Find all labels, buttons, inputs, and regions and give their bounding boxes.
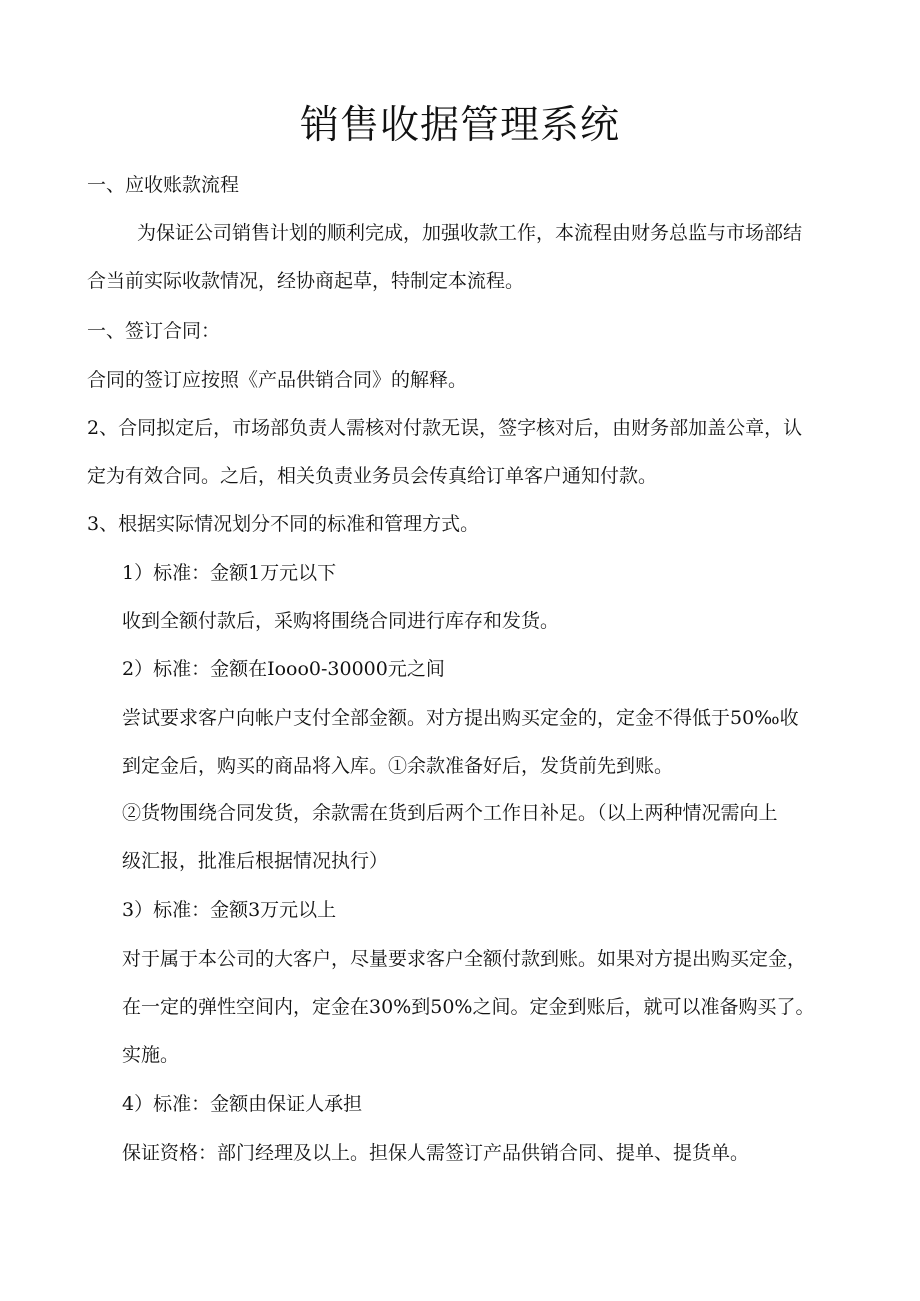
standard-3-text-line-1: 对于属于本公司的大客户，尽量要求客户全额付款到账。如果对方提出购买定金，	[122, 948, 807, 970]
paragraph-intro-line-2: 合当前实际收款情况，经协商起草，特制定本流程。	[87, 270, 525, 292]
paragraph-contract-1: 合同的签订应按照《产品供销合同》的解释。	[87, 369, 468, 391]
section-heading-contract: 一、签订合同：	[87, 320, 221, 342]
document-title: 销售收据管理系统	[299, 103, 620, 148]
standard-4-heading: 4）标准：金额由保证人承担	[122, 1093, 363, 1115]
section-heading-receivables: 一、应收账款流程	[87, 174, 240, 196]
standard-2-heading: 2）标准：金额在Iooo0-30000元之间	[122, 658, 445, 680]
paragraph-item-2-line-2: 定为有效合同。之后，相关负责业务员会传真给订单客户通知付款。	[87, 465, 658, 487]
standard-2-text-line-2: 到定金后，购买的商品将入库。①余款准备好后，发货前先到账。	[122, 755, 674, 777]
paragraph-intro-line-1: 为保证公司销售计划的顺利完成，加强收款工作，本流程由财务总监与市场部结	[137, 222, 803, 244]
standard-1-text: 收到全额付款后，采购将围绕合同进行库存和发货。	[122, 610, 560, 632]
standard-2-text-line-3: ②货物围绕合同发货，余款需在货到后两个工作日补足。（以上两种情况需向上	[122, 802, 778, 824]
paragraph-item-2-line-1: 2、合同拟定后，市场部负责人需核对付款无误，签字核对后，由财务部加盖公章，认	[87, 417, 803, 439]
standard-2-text-line-4: 级汇报，批准后根据情况执行）	[122, 850, 389, 872]
standard-4-text: 保证资格：部门经理及以上。担保人需签订产品供销合同、提单、提货单。	[122, 1142, 750, 1164]
standard-3-text-line-2: 在一定的弹性空间内，定金在30%到50%之间。定金到账后，就可以准备购买了。	[122, 996, 815, 1018]
standard-3-text-line-3: 实施。	[122, 1044, 180, 1066]
standard-2-text-line-1: 尝试要求客户向帐户支付全部金额。对方提出购买定金的，定金不得低于50‰收	[122, 707, 799, 729]
paragraph-item-3: 3、根据实际情况划分不同的标准和管理方式。	[87, 513, 480, 535]
standard-1-heading: 1）标准：金额1万元以下	[122, 562, 337, 584]
standard-3-heading: 3）标准：金额3万元以上	[122, 899, 337, 921]
